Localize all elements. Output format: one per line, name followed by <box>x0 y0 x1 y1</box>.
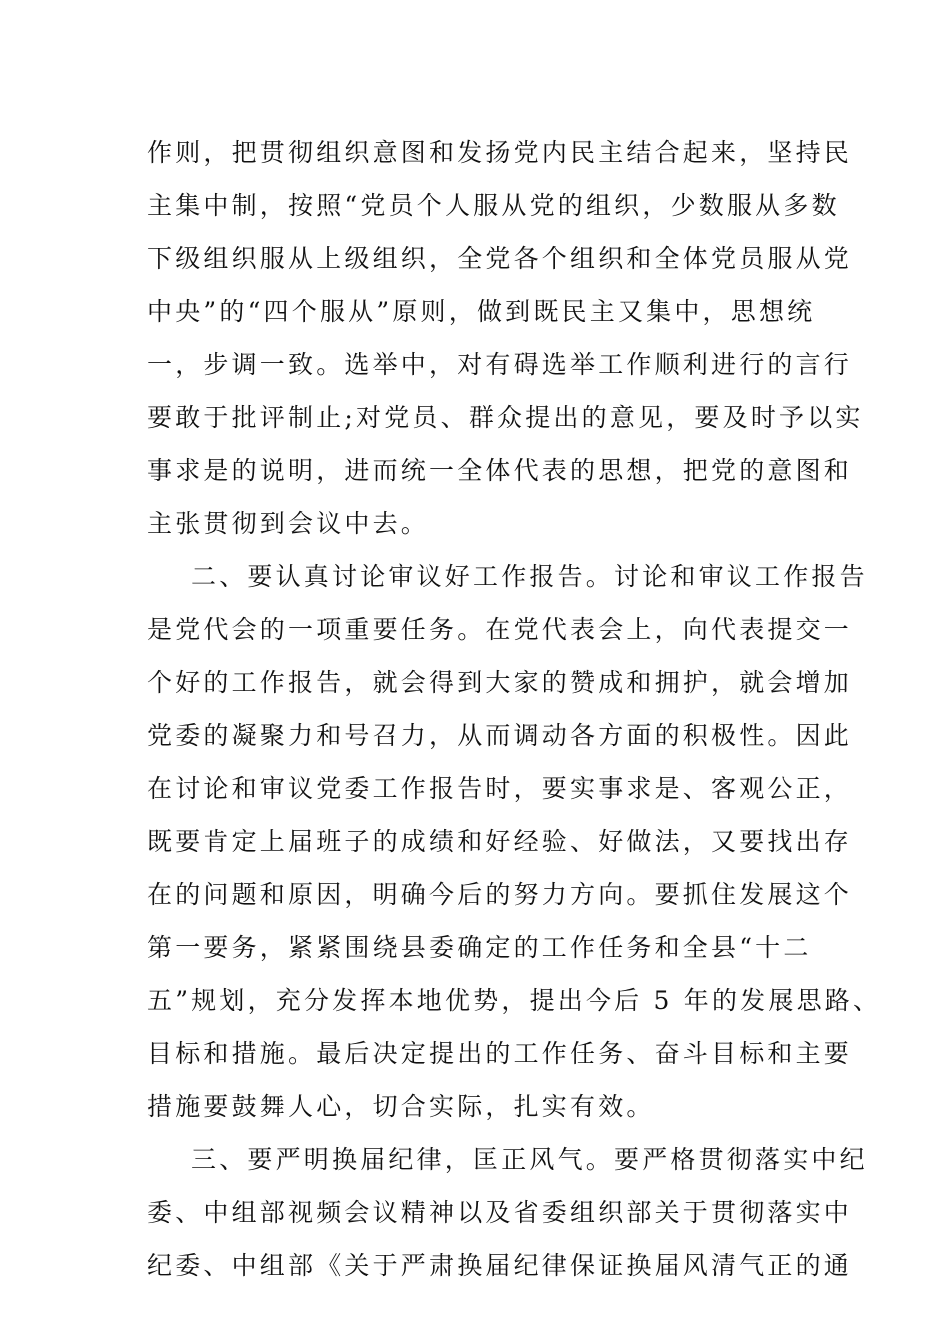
text-line: 既要肯定上届班子的成绩和好经验、好做法，又要找出存 <box>147 827 853 856</box>
section-heading-line: 二、要认真讨论审议好工作报告。讨论和审议工作报告 <box>191 562 868 591</box>
text-line: 党委的凝聚力和号召力，从而调动各方面的积极性。因此 <box>147 721 853 750</box>
text-line: 主张贯彻到会议中去。 <box>147 509 430 538</box>
text-line: 作则，把贯彻组织意图和发扬党内民主结合起来，坚持民 <box>147 138 853 167</box>
text-line: 五”规划，充分发挥本地优势，提出今后 5 年的发展思路、 <box>147 986 882 1015</box>
text-line: 是党代会的一项重要任务。在党代表会上，向代表提交一 <box>147 615 853 644</box>
text-line: 委、中组部视频会议精神以及省委组织部关于贯彻落实中 <box>147 1198 853 1227</box>
text-line: 个好的工作报告，就会得到大家的赞成和拥护，就会增加 <box>147 668 853 697</box>
text-line: 一，步调一致。选举中，对有碍选举工作顺利进行的言行 <box>147 350 853 379</box>
text-line: 下级组织服从上级组织，全党各个组织和全体党员服从党 <box>147 244 853 273</box>
section-heading-line: 三、要严明换届纪律，匡正风气。要严格贯彻落实中纪 <box>191 1145 868 1174</box>
text-line: 中央”的“四个服从”原则，做到既民主又集中，思想统 <box>147 297 816 326</box>
text-line: 目标和措施。最后决定提出的工作任务、奋斗目标和主要 <box>147 1039 853 1068</box>
text-line: 在讨论和审议党委工作报告时，要实事求是、客观公正， <box>147 774 853 803</box>
text-line: 主集中制，按照“党员个人服从党的组织，少数服从多数 <box>147 191 840 220</box>
text-line: 措施要鼓舞人心，切合实际，扎实有效。 <box>147 1092 655 1121</box>
body-text <box>147 126 882 1292</box>
text-line: 纪委、中组部《关于严肃换届纪律保证换届风清气正的通 <box>147 1251 853 1280</box>
text-line: 第一要务，紧紧围绕县委确定的工作任务和全县“十二 <box>147 933 812 962</box>
text-line: 事求是的说明，进而统一全体代表的思想，把党的意图和 <box>147 456 853 485</box>
text-line: 要敢于批评制止;对党员、群众提出的意见，要及时予以实 <box>147 403 864 432</box>
text-line: 在的问题和原因，明确今后的努力方向。要抓住发展这个 <box>147 880 853 909</box>
